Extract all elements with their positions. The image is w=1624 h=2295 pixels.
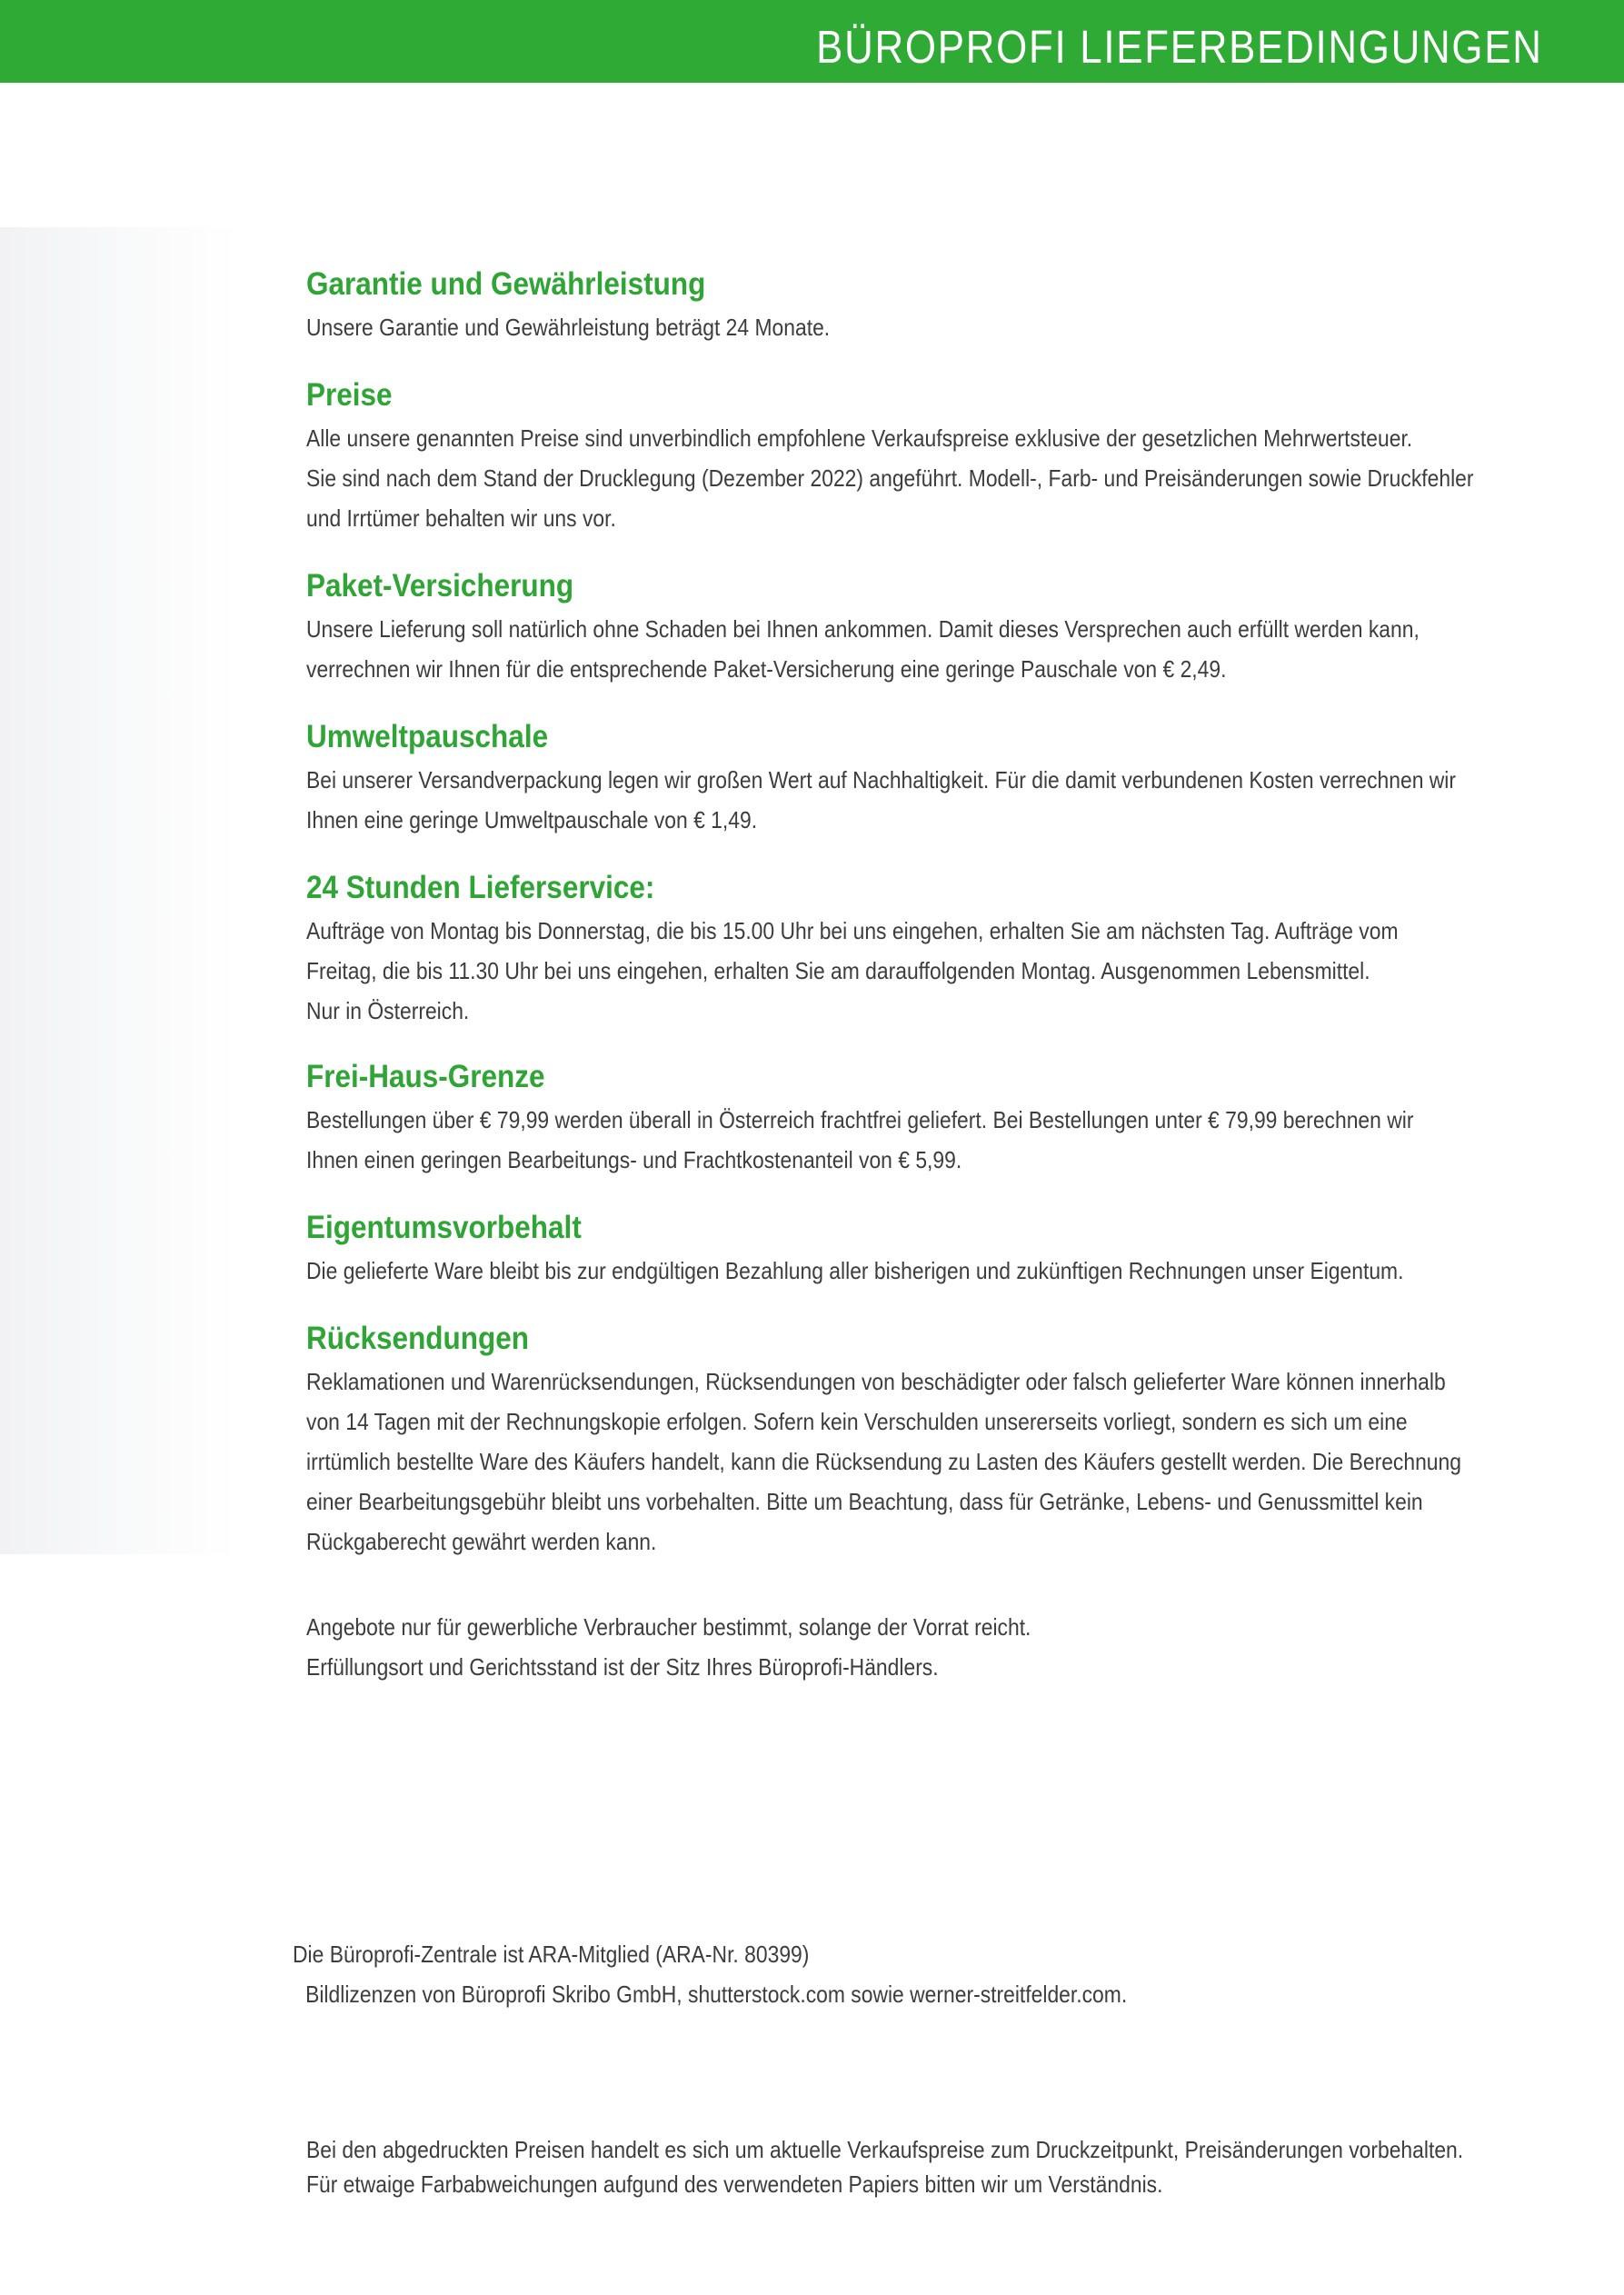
footer-credits: [293, 1934, 1538, 2014]
section-text-line: Nur in Österreich.: [306, 997, 470, 1024]
section-text-line: irrtümlich bestellte Ware des Käufers handelt, kann die Rücksendung zu Lasten des Käufers gestellt werden. Die Berechnung: [306, 1448, 1461, 1475]
section-heading: Eigentumsvorbehalt: [306, 1210, 582, 1245]
section-heading: Garantie und Gewährleistung: [306, 266, 706, 302]
section-frei-haus-grenze: [306, 1054, 1551, 1180]
section-text-line: Ihnen einen geringen Bearbeitungs- und Frachtkostenanteil von € 5,99.: [306, 1146, 962, 1173]
image-licenses-text: Bildlizenzen von Büroprofi Skribo GmbH, shutterstock.com sowie werner-streitfelder.com.: [305, 1981, 1128, 2008]
section-text-line: Sie sind nach dem Stand der Drucklegung (Dezember 2022) angeführt. Modell-, Farb- und Preisänderungen sowie Druckfehler: [306, 464, 1474, 492]
section-text-line: und Irrtümer behalten wir uns vor.: [306, 504, 616, 532]
side-decoration: [0, 227, 236, 1554]
section-text-line: einer Bearbeitungsgebühr bleibt uns vorbehalten. Bitte um Beachtung, dass für Getränke, Lebens- und Genussmittel kein: [306, 1488, 1423, 1515]
section-heading: Umweltpauschale: [306, 719, 549, 754]
disclaimer-text-line: Für etwaige Farbabweichungen aufgund des verwendeten Papiers bitten wir um Verständnis.: [306, 2170, 1163, 2198]
closing-text-line: Erfüllungsort und Gerichtsstand ist der Sitz Ihres Büroprofi-Händlers.: [306, 1653, 939, 1681]
section-text-line: Rückgaberecht gewährt werden kann.: [306, 1528, 657, 1555]
section-paket-versicherung: [306, 564, 1551, 689]
section-text-line: Alle unsere genannten Preise sind unverbindlich empfohlene Verkaufspreise exklusive der gesetzlichen Mehrwertsteuer.: [306, 424, 1413, 452]
section-preise: [306, 373, 1551, 538]
ara-membership-text: Die Büroprofi-Zentrale ist ARA-Mitglied (ARA-Nr. 80399): [293, 1941, 810, 1968]
section-text-line: von 14 Tagen mit der Rechnungskopie erfolgen. Sofern kein Verschulden unsererseits vorliegt, sondern es sich um eine: [306, 1408, 1408, 1435]
section-lieferservice: [306, 865, 1551, 1031]
price-disclaimer: [306, 2132, 1551, 2201]
section-text-line: Bestellungen über € 79,99 werden überall in Österreich frachtfrei geliefert. Bei Bestellungen unter € 79,99 berechnen wir: [306, 1106, 1414, 1133]
section-text-line: Unsere Garantie und Gewährleistung beträgt 24 Monate.: [306, 314, 831, 341]
terms-content: [306, 262, 1551, 1687]
section-heading: Preise: [306, 377, 393, 413]
section-text-line: Die gelieferte Ware bleibt bis zur endgültigen Bezahlung aller bisherigen und zukünftigen Rechnungen unser Eigentum.: [306, 1257, 1404, 1284]
section-eigentumsvorbehalt: [306, 1205, 1551, 1291]
page-title: BÜROPROFI LIEFERBEDINGUNGEN: [816, 21, 1543, 73]
disclaimer-text-line: Bei den abgedruckten Preisen handelt es sich um aktuelle Verkaufspreise zum Druckzeitpunkt, Preisänderungen vorbehalten.: [306, 2136, 1464, 2163]
section-heading: Paket-Versicherung: [306, 568, 574, 604]
header-bar: [0, 0, 1624, 83]
section-text-line: Unsere Lieferung soll natürlich ohne Schaden bei Ihnen ankommen. Damit dieses Versprechen auch erfüllt werden kann,: [306, 615, 1420, 643]
section-text-line: Freitag, die bis 11.30 Uhr bei uns eingehen, erhalten Sie am darauffolgenden Montag. Ausgenommen Lebensmittel.: [306, 957, 1370, 984]
section-heading: 24 Stunden Lieferservice:: [306, 870, 655, 905]
section-text-line: Aufträge von Montag bis Donnerstag, die bis 15.00 Uhr bei uns eingehen, erhalten Sie am nächsten Tag. Aufträge vom: [306, 917, 1399, 944]
section-text-line: verrechnen wir Ihnen für die entsprechende Paket-Versicherung eine geringe Pauschale von € 2,49.: [306, 655, 1227, 683]
section-heading: Rücksendungen: [306, 1321, 530, 1356]
section-umweltpauschale: [306, 714, 1551, 840]
section-text-line: Reklamationen und Warenrücksendungen, Rücksendungen von beschädigter oder falsch gelieferter Ware können innerhalb: [306, 1368, 1446, 1395]
closing-notes: [306, 1607, 1551, 1687]
closing-text-line: Angebote nur für gewerbliche Verbraucher bestimmt, solange der Vorrat reicht.: [306, 1613, 1031, 1641]
section-text-line: Ihnen eine geringe Umweltpauschale von € 1,49.: [306, 806, 758, 833]
section-heading: Frei-Haus-Grenze: [306, 1059, 545, 1094]
section-ruecksendungen: [306, 1316, 1551, 1562]
section-garantie: [306, 262, 1551, 347]
section-text-line: Bei unserer Versandverpackung legen wir großen Wert auf Nachhaltigkeit. Für die damit verbundenen Kosten verrechnen wir: [306, 766, 1457, 793]
